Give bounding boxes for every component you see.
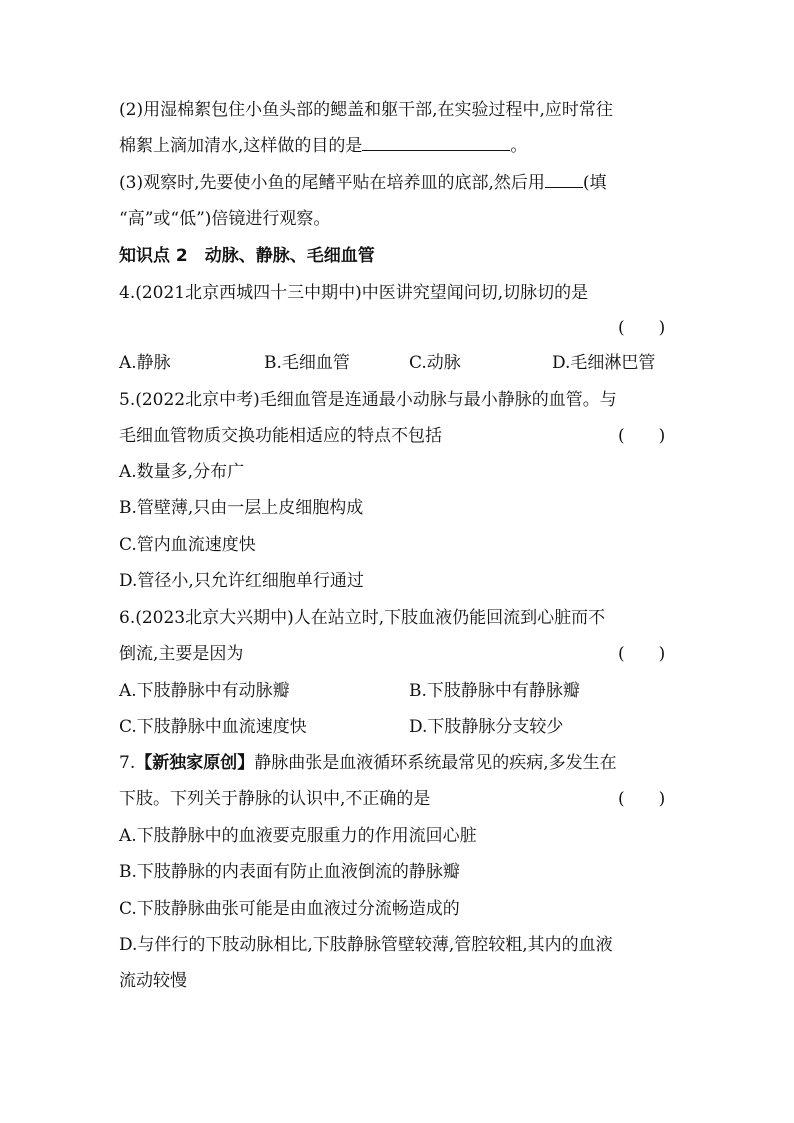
q7-stem-line2: 下肢。下列关于静脉的认识中,不正确的是 [119,789,431,809]
answer-blank[interactable] [545,172,583,188]
q4-option-d: D.毛细淋巴管 [552,353,656,373]
q7-option-a: A.下肢静脉中的血液要克服重力的作用流回心脏 [119,826,477,846]
q5-option-d: D.管径小,只允许红细胞单行通过 [119,571,364,591]
q6-stem-line1: 6.(2023北京大兴期中)人在站立时,下肢血液仍能回流到心脏而不 [119,608,606,628]
q6-stem-line2: 倒流,主要是因为 [119,644,244,664]
q6-option-b: B.下肢静脉中有静脉瓣 [409,681,580,701]
q6-option-a: A.下肢静脉中有动脉瓣 [119,681,290,701]
q5-stem-line1: 5.(2022北京中考)毛细血管是连通最小动脉与最小静脉的血管。与 [119,390,617,410]
q1-part3-tail: (填 [582,173,607,193]
answer-parentheses[interactable]: ( ) [618,644,666,664]
q7-option-c: C.下肢静脉曲张可能是由血液过分流畅造成的 [119,899,460,919]
answer-parentheses[interactable]: ( ) [618,426,666,446]
q1-part2-text: 棉絮上滴加清水,这样做的目的是 [119,136,363,156]
q5-stem-line2: 毛细血管物质交换功能相适应的特点不包括 [119,426,442,446]
q5-option-a: A.数量多,分布广 [119,462,245,482]
q4-option-b: B.毛细血管 [264,353,350,373]
q4-stem: 4.(2021北京西城四十三中期中)中医讲究望闻问切,切脉切的是 [119,283,589,303]
q1-part3-text: (3)观察时,先要使小鱼的尾鳍平贴在培养皿的底部,然后用 [119,173,545,193]
q7-stem-text: 静脉曲张是血液循环系统最常见的疾病,多发生在 [254,753,617,773]
q1-part2-line2 [119,134,527,158]
q4-option-c: C.动脉 [409,353,461,373]
q7-stem-line1 [119,751,617,775]
q7-option-d-continued: 流动较慢 [119,971,187,991]
answer-blank[interactable] [362,135,510,151]
q7-original-tag: 【新独家原创】 [135,753,255,773]
q5-option-b: B.管壁薄,只由一层上皮细胞构成 [119,498,364,518]
answer-parentheses[interactable]: ( ) [618,789,666,809]
q1-part2-line1: (2)用湿棉絮包住小鱼头部的鳃盖和躯干部,在实验过程中,应时常往 [119,100,613,120]
q5-option-c: C.管内血流速度快 [119,535,256,555]
q7-number: 7. [119,753,136,773]
section-title: 知识点 2 动脉、静脉、毛细血管 [119,246,375,266]
q6-option-d: D.下肢静脉分支较少 [409,717,564,737]
q1-part3-line2: “高”或“低”)倍镜进行观察。 [119,209,331,229]
q7-option-b: B.下肢静脉的内表面有防止血液倒流的静脉瓣 [119,862,460,882]
q1-part3-line1 [119,171,607,195]
q6-option-c: C.下肢静脉中血流速度快 [119,717,307,737]
q4-option-a: A.静脉 [119,353,171,373]
q1-part2-end: 。 [510,136,528,156]
answer-parentheses[interactable]: ( ) [618,318,666,338]
q7-option-d: D.与伴行的下肢动脉相比,下肢静脉管壁较薄,管腔较粗,其内的血液 [119,935,613,955]
